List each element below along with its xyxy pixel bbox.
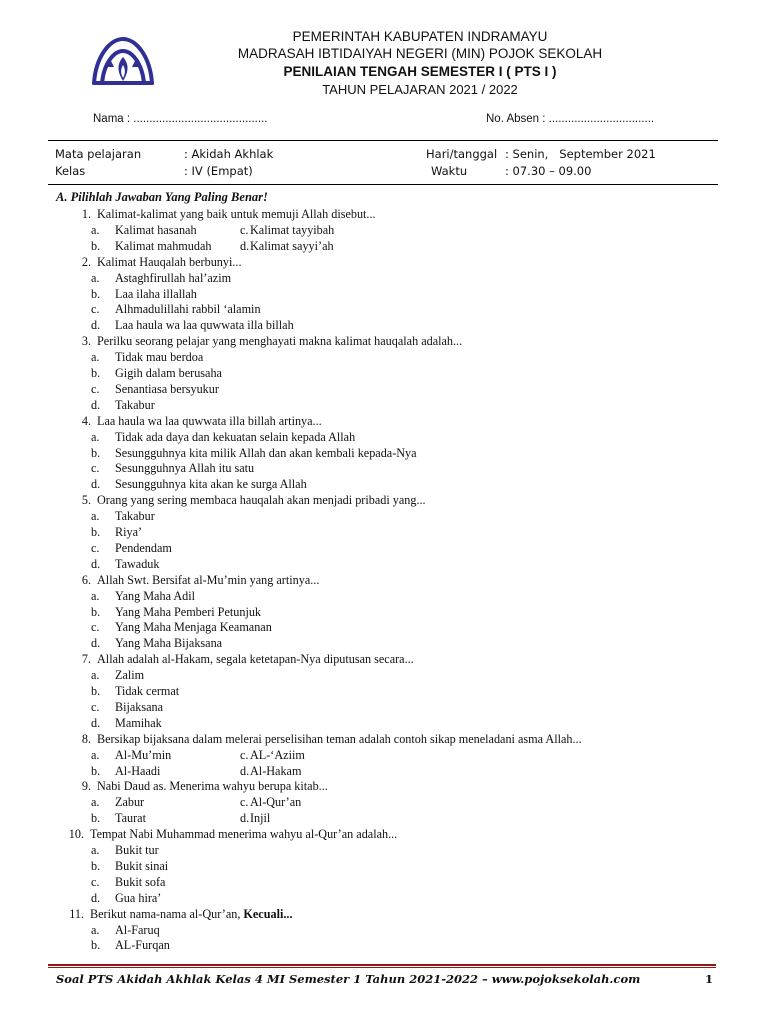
- option-text: Kalimat sayyi’ah: [250, 238, 334, 253]
- option-letter: c.: [240, 747, 249, 762]
- option-text: Al-Hakam: [250, 763, 302, 778]
- option-letter: a.: [91, 668, 100, 683]
- absence-number-field: No. Absen : .................................: [486, 113, 655, 125]
- option-b: [91, 239, 211, 254]
- option-d: [91, 716, 162, 731]
- option-d: [91, 477, 307, 492]
- date-value: : Senin, September 2021: [505, 147, 656, 161]
- question-5: [73, 493, 713, 508]
- option-letter: b.: [91, 858, 101, 873]
- option-a: [91, 589, 195, 604]
- option-text: Sesungguhnya Allah itu satu: [115, 461, 255, 476]
- question-3: [73, 334, 713, 349]
- question-number: 7.: [81, 652, 91, 667]
- option-text: Takabur: [115, 397, 155, 412]
- option-letter: a.: [91, 795, 100, 810]
- question-text: Allah Swt. Bersifat al-Mu’min yang artinya...: [97, 572, 320, 587]
- option-a: [91, 509, 155, 524]
- class-label: Kelas: [55, 164, 86, 178]
- option-text: Bukit sinai: [115, 858, 169, 873]
- question-emphasis: Kecuali...: [243, 906, 293, 921]
- option-letter: d.: [91, 318, 101, 333]
- option-text: Injil: [250, 811, 271, 826]
- option-a: [91, 748, 171, 763]
- question-number: 4.: [81, 413, 91, 428]
- option-c: [91, 620, 272, 635]
- option-letter: c.: [91, 620, 100, 635]
- option-text: Gua hira’: [115, 890, 162, 905]
- option-a: [91, 430, 355, 445]
- option-letter: b.: [91, 938, 101, 953]
- option-letter: a.: [91, 747, 100, 762]
- option-text: Zabur: [115, 795, 145, 810]
- question-number: 1.: [81, 207, 91, 221]
- question-7: [73, 652, 713, 667]
- option-text: Takabur: [115, 509, 155, 524]
- option-a: [91, 923, 160, 938]
- question-10: [66, 827, 706, 842]
- option-text: Al-Faruq: [115, 922, 160, 937]
- option-c: [240, 223, 334, 238]
- option-text: Al-Qur’an: [250, 795, 302, 810]
- option-letter: b.: [91, 684, 101, 698]
- question-number: 9.: [81, 779, 91, 794]
- option-letter: c.: [91, 540, 100, 555]
- question-text: Allah adalah al-Hakam, segala ketetapan-Nya diputusan secara...: [97, 652, 414, 667]
- header-exam-title: PENILAIAN TENGAH SEMESTER I ( PTS I ): [283, 64, 557, 79]
- option-letter: b.: [91, 445, 101, 460]
- date-label: Hari/tanggal: [426, 147, 498, 161]
- option-a: [91, 271, 231, 286]
- question-text: Nabi Daud as. Menerima wahyu berupa kitab...: [97, 779, 328, 794]
- option-letter: a.: [91, 588, 100, 603]
- option-b: [91, 287, 197, 302]
- option-text: Yang Maha Menjaga Keamanan: [115, 620, 272, 635]
- question-text: Berikut nama-nama al-Qur’an, Kecuali...: [90, 906, 293, 921]
- option-b: [91, 938, 170, 953]
- option-letter: d.: [91, 397, 101, 412]
- option-letter: d.: [91, 556, 101, 571]
- question-text: Tempat Nabi Muhammad menerima wahyu al-Qur’an adalah...: [90, 827, 398, 842]
- option-letter: c.: [91, 302, 100, 317]
- option-letter: d.: [240, 811, 250, 826]
- option-text: Bukit tur: [115, 843, 159, 857]
- question-number: 3.: [81, 334, 91, 349]
- option-text: Kalimat hasanah: [115, 222, 197, 237]
- option-text: Sesungguhnya kita akan ke surga Allah: [115, 477, 307, 492]
- option-letter: a.: [91, 922, 100, 937]
- question-2: [73, 255, 713, 270]
- option-b: [91, 811, 146, 826]
- option-d: [91, 891, 161, 906]
- header-school-name: MADRASAH IBTIDAIYAH NEGERI (MIN) POJOK SEKOLAH: [237, 46, 603, 61]
- option-d: [91, 398, 155, 413]
- subject-value: : Akidah Akhlak: [184, 147, 274, 161]
- option-text: Tawaduk: [115, 556, 160, 571]
- option-letter: d.: [91, 890, 101, 905]
- option-letter: a.: [91, 222, 100, 237]
- question-text: Kalimat Hauqalah berbunyi...: [97, 254, 242, 269]
- divider-bottom: [48, 184, 718, 185]
- option-text: Tidak ada daya dan kekuatan selain kepada Allah: [115, 429, 356, 444]
- question-number: 11.: [69, 906, 84, 921]
- option-text: AL-Furqan: [115, 938, 170, 953]
- option-c: [91, 461, 254, 476]
- option-letter: c.: [240, 222, 249, 237]
- option-letter: c.: [240, 795, 249, 810]
- option-letter: b.: [91, 366, 101, 380]
- option-letter: a.: [91, 429, 100, 444]
- option-d: [91, 636, 222, 651]
- option-text: Al-Mu’min: [115, 747, 172, 762]
- option-text: Yang Maha Bijaksana: [115, 636, 223, 651]
- option-b: [91, 605, 261, 620]
- option-letter: b.: [91, 525, 101, 539]
- option-text: Tidak mau berdoa: [115, 350, 204, 365]
- time-value: : 07.30 – 09.00: [505, 164, 592, 178]
- question-number: 2.: [81, 254, 91, 269]
- question-9: [73, 779, 713, 794]
- option-letter: d.: [91, 715, 101, 730]
- question-8: [73, 732, 713, 747]
- divider-top: [48, 140, 718, 141]
- footer-rule: [48, 964, 716, 966]
- option-text: AL-‘Aziim: [250, 747, 305, 762]
- option-c: [91, 382, 219, 397]
- question-text: Bersikap bijaksana dalam melerai perselisihan teman adalah contoh sikap meneladani asma Allah...: [97, 731, 582, 746]
- option-text: Al-Haadi: [115, 763, 161, 778]
- option-text: Kalimat mahmudah: [115, 238, 212, 253]
- option-letter: b.: [91, 604, 101, 619]
- option-letter: b.: [91, 763, 101, 778]
- question-text: Orang yang sering membaca hauqalah akan menjadi pribadi yang...: [97, 493, 426, 508]
- footer-rule-thin: [48, 967, 716, 968]
- option-a: [91, 843, 159, 858]
- option-text: Pendendam: [115, 540, 172, 555]
- question-number: 8.: [81, 731, 91, 746]
- option-text: Laa haula wa laa quwwata illa billah: [115, 318, 294, 333]
- option-letter: a.: [91, 509, 100, 524]
- option-text: Laa ilaha illallah: [115, 286, 197, 301]
- option-b: [91, 525, 142, 540]
- option-letter: d.: [240, 238, 250, 253]
- section-title: A. Pilihlah Jawaban Yang Paling Benar!: [56, 190, 268, 204]
- question-text: Laa haula wa laa quwwata illa billah artinya...: [97, 413, 322, 428]
- time-label: Waktu: [431, 164, 468, 178]
- option-letter: b.: [91, 238, 101, 253]
- option-a: [91, 350, 203, 365]
- option-letter: b.: [91, 811, 101, 826]
- option-d: [240, 239, 334, 254]
- option-text: Alhmadulillahi rabbil ‘alamin: [115, 302, 261, 317]
- document-header: [0, 24, 768, 100]
- option-letter: c.: [91, 381, 100, 396]
- option-text: Mamihak: [115, 715, 162, 730]
- option-text: Senantiasa bersyukur: [115, 381, 219, 396]
- option-c: [91, 875, 165, 890]
- option-c: [91, 302, 261, 317]
- option-text: Yang Maha Pemberi Petunjuk: [115, 604, 262, 619]
- question-number: 5.: [81, 493, 91, 508]
- option-text: Gigih dalam berusaha: [115, 366, 222, 380]
- option-text: Kalimat tayyibah: [250, 222, 335, 237]
- page-number: 1: [705, 972, 714, 986]
- question-number: 6.: [81, 572, 91, 587]
- question-text: Perilku seorang pelajar yang menghayati makna kalimat hauqalah adalah...: [97, 334, 463, 349]
- option-text: Zalim: [115, 668, 145, 683]
- option-c: [91, 700, 163, 715]
- option-c: [91, 541, 172, 556]
- subject-label: Mata pelajaran: [55, 147, 142, 161]
- option-letter: c.: [91, 461, 100, 476]
- question-4: [73, 414, 713, 429]
- option-letter: a.: [91, 270, 100, 285]
- option-text: Sesungguhnya kita milik Allah dan akan kembali kepada-Nya: [115, 445, 417, 460]
- option-d: [91, 557, 160, 572]
- option-text: Taurat: [115, 811, 146, 826]
- option-letter: a.: [91, 843, 100, 857]
- option-c: [240, 748, 305, 763]
- option-text: Bijaksana: [115, 699, 164, 714]
- option-letter: d.: [91, 636, 101, 651]
- question-11: [66, 907, 706, 922]
- option-a: [91, 668, 144, 683]
- option-letter: d.: [240, 763, 250, 778]
- option-letter: c.: [91, 699, 100, 714]
- option-b: [91, 764, 160, 779]
- name-field: Nama : ..........................................: [93, 113, 268, 125]
- option-letter: a.: [91, 350, 100, 365]
- option-a: [91, 223, 197, 238]
- option-b: [91, 366, 222, 381]
- option-letter: d.: [91, 477, 101, 492]
- option-text: Astaghfirullah hal’azim: [115, 270, 232, 285]
- option-c: [240, 795, 301, 810]
- header-academic-year: TAHUN PELAJARAN 2021 / 2022: [322, 82, 518, 97]
- option-text: Yang Maha Adil: [115, 588, 196, 603]
- footer-text: Soal PTS Akidah Akhlak Kelas 4 MI Semester 1 Tahun 2021-2022 – www.pojoksekolah.com: [56, 972, 641, 986]
- option-d: [91, 318, 294, 333]
- class-value: : IV (Empat): [184, 164, 253, 178]
- option-text: Bukit sofa: [115, 874, 166, 889]
- option-d: [240, 811, 270, 826]
- option-d: [240, 764, 301, 779]
- question-text: Kalimat-kalimat yang baik untuk memuji Allah disebut...: [97, 207, 376, 221]
- question-6: [73, 573, 713, 588]
- option-b: [91, 859, 168, 874]
- option-letter: c.: [91, 874, 100, 889]
- option-text: Tidak cermat: [115, 684, 180, 698]
- option-b: [91, 684, 179, 699]
- header-government: PEMERINTAH KABUPATEN INDRAMAYU: [292, 29, 548, 44]
- option-text: Riya’: [115, 525, 143, 539]
- option-a: [91, 795, 144, 810]
- question-1: [73, 207, 713, 222]
- question-number: 10.: [68, 827, 84, 842]
- option-b: [91, 446, 417, 461]
- option-letter: b.: [91, 286, 101, 301]
